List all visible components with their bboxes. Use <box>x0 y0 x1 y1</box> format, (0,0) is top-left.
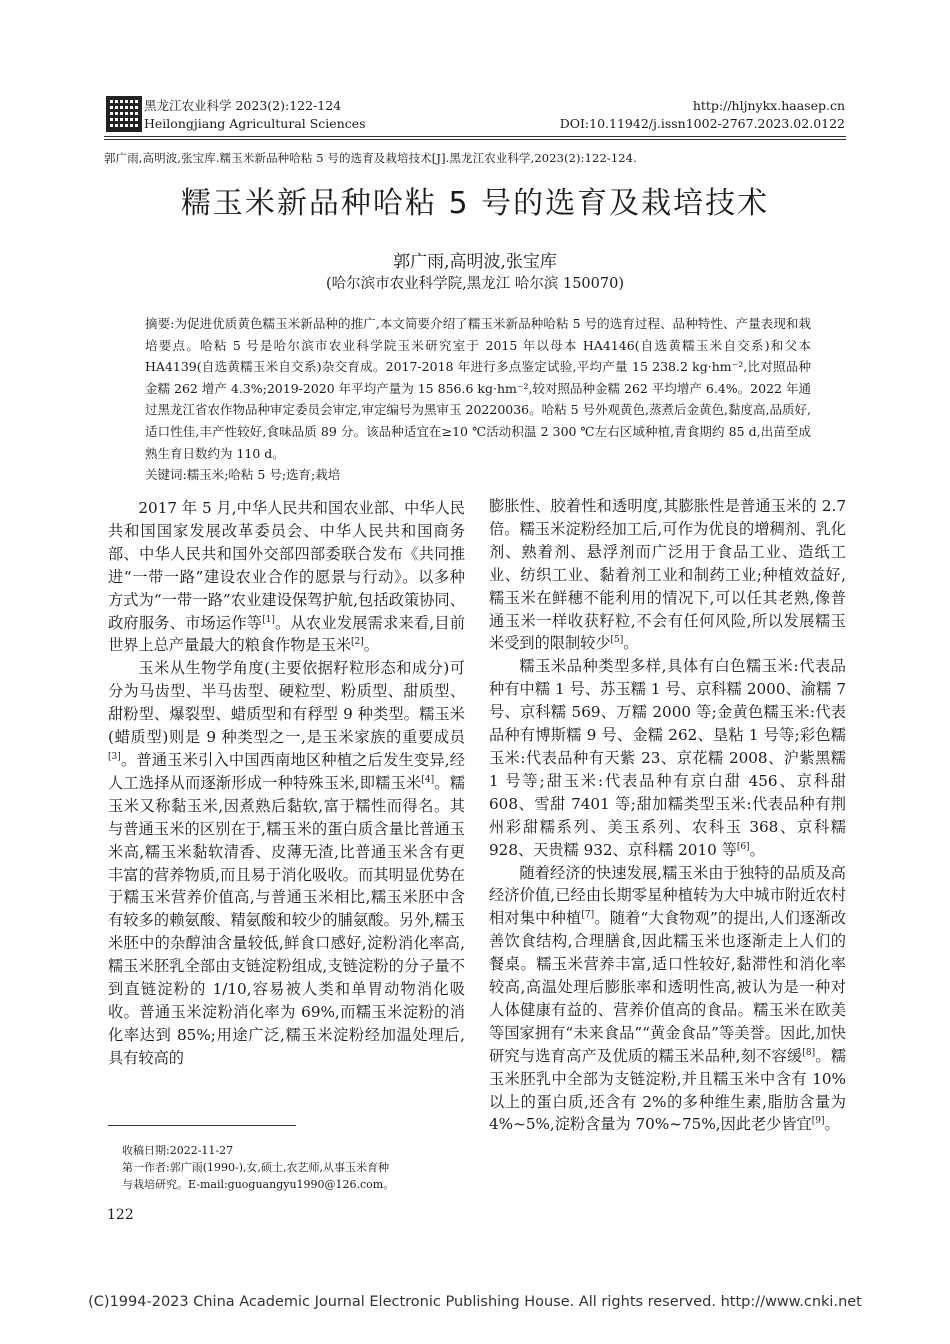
journal-url[interactable]: http://hljnykx.haasep.cn <box>692 98 845 113</box>
reference-mark[interactable]: [5] <box>610 635 624 646</box>
affiliation: (哈尔滨市农业科学院,黑龙江 哈尔滨 150070) <box>326 276 624 292</box>
header-rule-secondary <box>104 139 846 140</box>
keywords: 关键词:糯玉米;哈粘 5 号;选育;栽培 <box>145 467 341 483</box>
reference-mark[interactable]: [3] <box>108 751 121 762</box>
reference-mark[interactable]: [2] <box>351 637 364 648</box>
reference-mark[interactable]: [4] <box>421 774 435 785</box>
reference-mark[interactable]: [8] <box>802 1047 816 1058</box>
received-date: 收稿日期:2022-11-27 <box>122 1144 234 1157</box>
author-info: 第一作者:郭广雨(1990-),女,硕士,农艺师,从事玉米育种 <box>122 1161 389 1174</box>
abstract-text: 摘要:为促进优质黄色糯玉米新品种的推广,本文简要介绍了糯玉米新品种哈粘 5 号的选育过程、品种特性、产量表现和栽培要点。哈粘 5 号是哈尔滨市农业科学院玉米研究室于 2015 年以母本 HA4146(自选黄糯玉米自交系)和父本 HA4139(自选黄糯玉米自交系)杂交育成。2017-2018 年进行多点鉴定试验,平均产量 15 238.2 kg·hm⁻²,比对照品种金糯 262 增产 4.3%;2019-2020 年平均产量为 15 856.6 kg·hm⁻²,较对照品种金糯 262 平均增产 6.4%。2022 年通过黑龙江省农作物品种审定委员会审定,审定编号为黑审玉 20220036。哈粘 5 号外观黄色,蒸煮后金黄色,黏度高,品质好,适口性佳,丰产性较好,食味品质 89 分。该品种适宜在≥10 ℃活动积温 2 300 ℃左右区域种植,青食期约 85 d,出苗至成熟生育日数约为 110 d。 <box>145 316 811 461</box>
doi: DOI:10.11942/j.issn1002-2767.2023.02.0122 <box>559 116 845 131</box>
body-paragraph: 玉米从生物学角度(主要依据籽粒形态和成分)可分为马齿型、半马齿型、硬粒型、粉质型、甜质型、甜粉型、爆裂型、蜡质型和有稃型 9 种类型。糯玉米(蜡质型)则是 9 种类型之一,是玉米家族的重要成员[3]。普通玉米引入中国西南地区种植之后发生变异,经人工选择从而逐渐形成一种特殊玉米,即糯玉米[4]。糯玉米又称黏玉米,因煮熟后黏软,富于糯性而得名。其与普通玉米的区别在于,糯玉米的蛋白质含量比普通玉米高,糯玉米黏软清香、皮薄无渣,比普通玉米含有更丰富的营养物质,而且易于消化吸收。而其明显优势在于糯玉米营养价值高,与普通玉米相比,糯玉米胚中含有较多的赖氨酸、精氨酸和较少的脯氨酸。另外,糯玉米胚中的杂醇油含量较低,鲜食口感好,淀粉消化率高,糯玉米胚乳全部由支链淀粉组成,支链淀粉的分子量不到直链淀粉的 1/10,容易被人类和单胃动物消化吸收。普通玉米淀粉消化率为 69%,而糯玉米淀粉的消化率达到 85%;用途广泛,糯玉米淀粉经加温处理后,具有较高的 <box>108 659 466 1067</box>
body-paragraph: 膨胀性、胶着性和透明度,其膨胀性是普通玉米的 2.7 倍。糯玉米淀粉经加工后,可作为优良的增稠剂、乳化剂、熟着剂、悬浮剂而广泛用于食品工业、造纸工业、纺织工业、黏着剂工业和制药工业;种植效益好,糯玉米在鲜穗不能利用的情况下,可以任其老熟,像普通玉米一样收获籽粒,不会有任何风险,所以发展糯玉米受到的限制较少[5]。 <box>489 497 846 653</box>
reference-mark[interactable]: [1] <box>262 614 275 625</box>
reference-mark[interactable]: [7] <box>581 910 595 921</box>
body-paragraph: 2017 年 5 月,中华人民共和国农业部、中华人民共和国国家发展改革委员会、中华人民共和国商务部、中华人民共和国外交部四部委联合发布《共同推进“一带一路”建设农业合作的愿景与行动》。以多种方式为“一带一路”农业建设保驾护航,包括政策协同、政府服务、市场运作等[1]。从农业发展需求来看,目前世界上总产量最大的粮食作物是玉米[2]。 <box>108 499 466 655</box>
copyright-notice: (C)1994-2023 China Academic Journal Electronic Publishing House. All rights reserved. http://www.cnki.net <box>88 1294 862 1310</box>
abstract-block <box>145 313 811 486</box>
footnote-rule <box>108 1125 296 1126</box>
journal-name-cn: 黑龙江农业科学 2023(2):122-124 <box>144 98 342 113</box>
paper-title: 糯玉米新品种哈粘 5 号的选育及栽培技术 <box>180 186 770 221</box>
body-paragraph: 糯玉米品种类型多样,具体有白色糯玉米:代表品种有中糯 1 号、苏玉糯 1 号、京科糯 2000、渝糯 7 号、京科糯 569、万糯 2000 等;金黄色糯玉米:代表品种有博斯糯 9 号、金糯 262、垦粘 1 号等;彩色糯玉米:代表品种有天紫 23、京花糯 2008、沪紫黑糯 1 号等;甜玉米:代表品种有京白甜 456、京科甜 608、雪甜 7401 等;甜加糯类型玉米:代表品种有荆州彩甜糯系列、美玉系列、农科玉 368、京科糯 928、天贵糯 932、京科糯 2010 等[6]。 <box>489 657 846 859</box>
page-number: 122 <box>107 1207 134 1223</box>
body-paragraph: 随着经济的快速发展,糯玉米由于独特的品质及高经济价值,已经由长期零星种植转为大中城市附近农村相对集中种植[7]。随着“大食物观”的提出,人们逐渐改善饮食结构,合理膳食,因此糯玉米也逐渐走上人们的餐桌。糯玉米营养丰富,适口性较好,黏滞性和消化率较高,高温处理后膨胀率和透明性高,被认为是一种对人体健康有益的、营养价值高的食品。糯玉米在欧美等国家拥有“未来食品”“黄金食品”等美誉。因此,加快研究与选育高产及优质的糯玉米品种,刻不容缓[8]。糯玉米胚乳中全部为支链淀粉,并且糯玉米中含有 10%以上的蛋白质,还含有 2%的多种维生素,脂肪含量为 4%~5%,淀粉含量为 70%~75%,因此老少皆宜[9]。 <box>489 863 847 1134</box>
author-list: 郭广雨,高明波,张宝库 <box>393 252 557 272</box>
right-column <box>489 495 846 1136</box>
reference-mark[interactable]: [6] <box>736 841 750 852</box>
author-info-continued: 与栽培研究。E-mail:guoguangyu1990@126.com。 <box>122 1178 395 1191</box>
journal-name-en: Heilongjiang Agricultural Sciences <box>144 116 366 131</box>
header-rule <box>104 136 846 137</box>
footnote <box>122 1142 462 1193</box>
citation-line: 郭广雨,高明波,张宝库.糯玉米新品种哈粘 5 号的选育及栽培技术[J].黑龙江农业科学,2023(2):122-124. <box>104 151 637 165</box>
left-column <box>108 497 465 1070</box>
reference-mark[interactable]: [9] <box>811 1116 825 1127</box>
qr-code-icon <box>106 96 142 132</box>
